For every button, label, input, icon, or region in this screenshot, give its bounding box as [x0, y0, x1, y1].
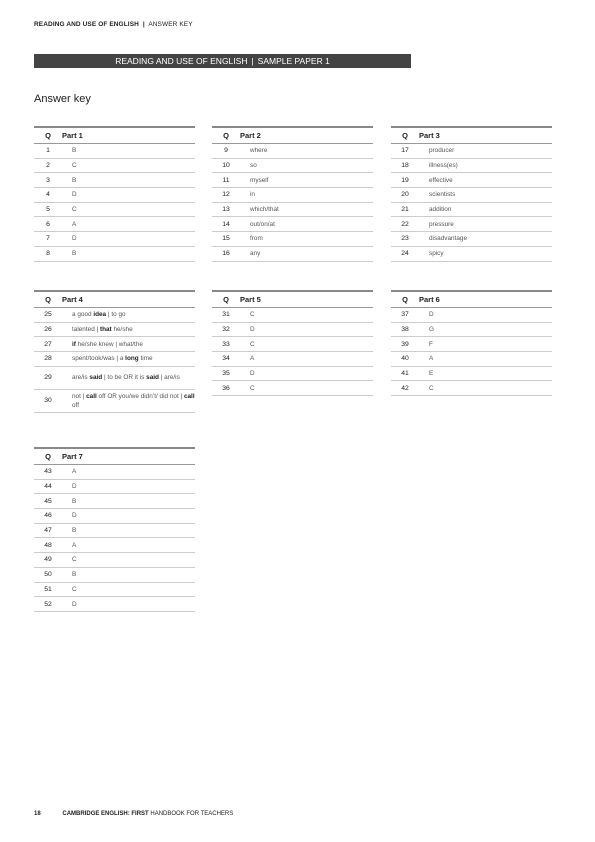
table-row [34, 232, 195, 247]
table-row [34, 202, 195, 217]
answer-text: talented | [72, 326, 100, 334]
answer-cell: scientists [419, 188, 552, 203]
question-number: 33 [212, 337, 240, 352]
table-row [34, 173, 195, 188]
question-number: 10 [212, 158, 240, 173]
column-header-q: Q [391, 291, 419, 308]
answer-cell: A [240, 352, 373, 367]
question-number: 43 [34, 465, 62, 480]
table-row [34, 509, 195, 524]
answer-cell: C [240, 337, 373, 352]
question-number: 22 [391, 217, 419, 232]
table-row [212, 173, 373, 188]
column-header-part: Part 2 [240, 127, 373, 144]
question-number: 11 [212, 173, 240, 188]
question-number: 48 [34, 538, 62, 553]
question-number: 14 [212, 217, 240, 232]
answer-cell: B [62, 173, 195, 188]
answer-cell: any [240, 246, 373, 261]
question-number: 15 [212, 232, 240, 247]
table-row [391, 322, 552, 337]
question-number: 30 [34, 389, 62, 412]
table-row [34, 366, 195, 389]
column-header-q: Q [34, 448, 62, 465]
table-row [391, 217, 552, 232]
question-number: 6 [34, 217, 62, 232]
table-row [391, 352, 552, 367]
question-number: 45 [34, 494, 62, 509]
banner-paper-name: READING AND USE OF ENGLISH [115, 56, 248, 66]
table-row [34, 479, 195, 494]
question-number: 50 [34, 567, 62, 582]
table-row [391, 202, 552, 217]
answer-cell: G [419, 322, 552, 337]
answer-cell: A [62, 538, 195, 553]
table-row [391, 144, 552, 159]
table-row [34, 337, 195, 352]
column-header-part: Part 6 [419, 291, 552, 308]
answer-cell: A [62, 465, 195, 480]
table-row [34, 465, 195, 480]
answer-cell: A [62, 217, 195, 232]
question-number: 41 [391, 366, 419, 381]
question-number: 2 [34, 158, 62, 173]
answer-cell: illness(es) [419, 158, 552, 173]
answer-cell: B [62, 567, 195, 582]
answer-cell: C [62, 158, 195, 173]
answer-cell: which/that [240, 202, 373, 217]
question-number: 47 [34, 523, 62, 538]
question-number: 27 [34, 337, 62, 352]
answer-keyword: said [89, 374, 103, 382]
question-number: 18 [391, 158, 419, 173]
question-number: 51 [34, 582, 62, 597]
running-head-subsection: ANSWER KEY [148, 21, 193, 28]
table-row [391, 381, 552, 396]
answer-keyword: said [146, 374, 159, 382]
table-row [212, 202, 373, 217]
answer-text: | are/is [158, 374, 180, 382]
answer-keyword: call [183, 392, 195, 400]
answer-text: a good [72, 311, 94, 319]
table-row [34, 389, 195, 412]
footer-book-subtitle: HANDBOOK FOR TEACHERS [148, 811, 234, 817]
page-title: Answer key [34, 93, 91, 105]
question-number: 4 [34, 188, 62, 203]
answer-cell: addition [419, 202, 552, 217]
question-number: 46 [34, 509, 62, 524]
answer-text: off OR you/we didn’t/ did not | [96, 392, 184, 400]
answer-cell: C [62, 582, 195, 597]
question-number: 39 [391, 337, 419, 352]
question-number: 7 [34, 232, 62, 247]
table-row [34, 322, 195, 337]
table-row [212, 158, 373, 173]
table-row [391, 308, 552, 323]
question-number: 24 [391, 246, 419, 261]
column-header-q: Q [212, 291, 240, 308]
table-row [34, 553, 195, 568]
table-row [34, 582, 195, 597]
column-header-part: Part 3 [419, 127, 552, 144]
question-number: 9 [212, 144, 240, 159]
answer-cell: B [62, 144, 195, 159]
column-header-q: Q [34, 127, 62, 144]
answer-cell: producer [419, 144, 552, 159]
running-head [34, 21, 193, 28]
question-number: 26 [34, 322, 62, 337]
table-row [212, 352, 373, 367]
question-number: 35 [212, 366, 240, 381]
answer-text: off [72, 401, 79, 409]
answer-cell: in [240, 188, 373, 203]
table-row [34, 217, 195, 232]
question-number: 34 [212, 352, 240, 367]
answer-cell: C [240, 381, 373, 396]
table-row [34, 494, 195, 509]
answer-cell: D [62, 597, 195, 612]
question-number: 21 [391, 202, 419, 217]
question-number: 16 [212, 246, 240, 261]
table-row [212, 246, 373, 261]
banner-sample-paper: SAMPLE PAPER 1 [257, 56, 330, 66]
answer-cell: D [240, 322, 373, 337]
answer-cell: E [419, 366, 552, 381]
answer-cell: F [419, 337, 552, 352]
answer-text: time [138, 355, 153, 363]
answer-cell: from [240, 232, 373, 247]
answer-cell [62, 352, 195, 367]
table-row [34, 352, 195, 367]
answer-cell: pressure [419, 217, 552, 232]
question-number: 20 [391, 188, 419, 203]
answer-text: spent/took/was | a [72, 355, 126, 363]
answer-cell: C [240, 308, 373, 323]
question-number: 29 [34, 366, 62, 389]
question-number: 40 [391, 352, 419, 367]
table-row [212, 217, 373, 232]
answer-keyword: that [99, 326, 112, 334]
answer-keyword: long [125, 355, 139, 363]
question-number: 8 [34, 246, 62, 261]
question-number: 32 [212, 322, 240, 337]
column-header-q: Q [212, 127, 240, 144]
question-number: 1 [34, 144, 62, 159]
column-header-part: Part 4 [62, 291, 195, 308]
answer-table-part-4 [34, 290, 195, 413]
answer-cell: disadvantage [419, 232, 552, 247]
table-row [34, 523, 195, 538]
column-header-q: Q [34, 291, 62, 308]
table-row [34, 158, 195, 173]
table-row [391, 158, 552, 173]
answer-cell: spicy [419, 246, 552, 261]
table-row [34, 308, 195, 323]
table-row [34, 597, 195, 612]
answer-cell [62, 322, 195, 337]
table-row [212, 144, 373, 159]
question-number: 49 [34, 553, 62, 568]
answer-text: he/she knew | what/the [75, 340, 143, 348]
table-row [391, 232, 552, 247]
answer-cell: effective [419, 173, 552, 188]
answer-cell: B [62, 246, 195, 261]
question-number: 31 [212, 308, 240, 323]
answer-keyword: call [86, 392, 97, 400]
answer-cell: so [240, 158, 373, 173]
column-header-part: Part 1 [62, 127, 195, 144]
table-row [391, 173, 552, 188]
page-footer [34, 811, 233, 817]
table-row [34, 246, 195, 261]
running-head-separator: | [142, 21, 145, 28]
answer-cell: B [62, 494, 195, 509]
paper-banner [34, 54, 411, 68]
answer-cell [62, 337, 195, 352]
column-header-part: Part 7 [62, 448, 195, 465]
table-row [212, 366, 373, 381]
answer-keyword: if [72, 340, 76, 348]
answer-text: he/she [111, 326, 133, 334]
table-row [212, 188, 373, 203]
answer-cell: D [419, 308, 552, 323]
question-number: 36 [212, 381, 240, 396]
answer-table-part-2 [212, 126, 373, 262]
answer-table-part-3 [391, 126, 552, 262]
question-number: 52 [34, 597, 62, 612]
table-row [34, 144, 195, 159]
answer-text: are/is [72, 374, 90, 382]
column-header-part: Part 5 [240, 291, 373, 308]
table-row [212, 381, 373, 396]
banner-separator: | [251, 56, 254, 66]
answer-text: not | [72, 392, 87, 400]
table-row [212, 232, 373, 247]
answer-cell [62, 366, 195, 389]
question-number: 44 [34, 479, 62, 494]
answer-cell: C [62, 202, 195, 217]
question-number: 42 [391, 381, 419, 396]
question-number: 19 [391, 173, 419, 188]
table-row [391, 337, 552, 352]
answer-cell: D [62, 188, 195, 203]
answer-cell: where [240, 144, 373, 159]
table-row [391, 188, 552, 203]
answer-cell: myself [240, 173, 373, 188]
table-row [212, 337, 373, 352]
answer-cell: A [419, 352, 552, 367]
page-number: 18 [34, 811, 41, 817]
answer-cell: D [240, 366, 373, 381]
table-row [391, 246, 552, 261]
answer-text: | to go [106, 311, 126, 319]
table-row [391, 366, 552, 381]
question-number: 17 [391, 144, 419, 159]
answer-keyword: idea [93, 311, 107, 319]
question-number: 23 [391, 232, 419, 247]
question-number: 38 [391, 322, 419, 337]
answer-cell [62, 389, 195, 412]
question-number: 37 [391, 308, 419, 323]
answer-table-part-6 [391, 290, 552, 396]
answer-table-part-7 [34, 447, 195, 612]
answer-table-part-1 [34, 126, 195, 262]
question-number: 12 [212, 188, 240, 203]
question-number: 25 [34, 308, 62, 323]
answer-cell: C [62, 553, 195, 568]
question-number: 5 [34, 202, 62, 217]
table-row [34, 188, 195, 203]
answer-cell: B [62, 523, 195, 538]
question-number: 3 [34, 173, 62, 188]
running-head-section: READING AND USE OF ENGLISH [34, 21, 139, 28]
answer-cell: D [62, 509, 195, 524]
question-number: 13 [212, 202, 240, 217]
answer-cell [62, 308, 195, 323]
table-row [34, 538, 195, 553]
column-header-q: Q [391, 127, 419, 144]
table-row [34, 567, 195, 582]
answer-table-part-5 [212, 290, 373, 396]
answer-text: | to be OR it is [102, 374, 147, 382]
answer-cell: C [419, 381, 552, 396]
table-row [212, 322, 373, 337]
answer-cell: out/on/at [240, 217, 373, 232]
answer-cell: D [62, 232, 195, 247]
table-row [212, 308, 373, 323]
answer-cell: D [62, 479, 195, 494]
footer-book-title: CAMBRIDGE ENGLISH: FIRST [62, 811, 149, 817]
question-number: 28 [34, 352, 62, 367]
